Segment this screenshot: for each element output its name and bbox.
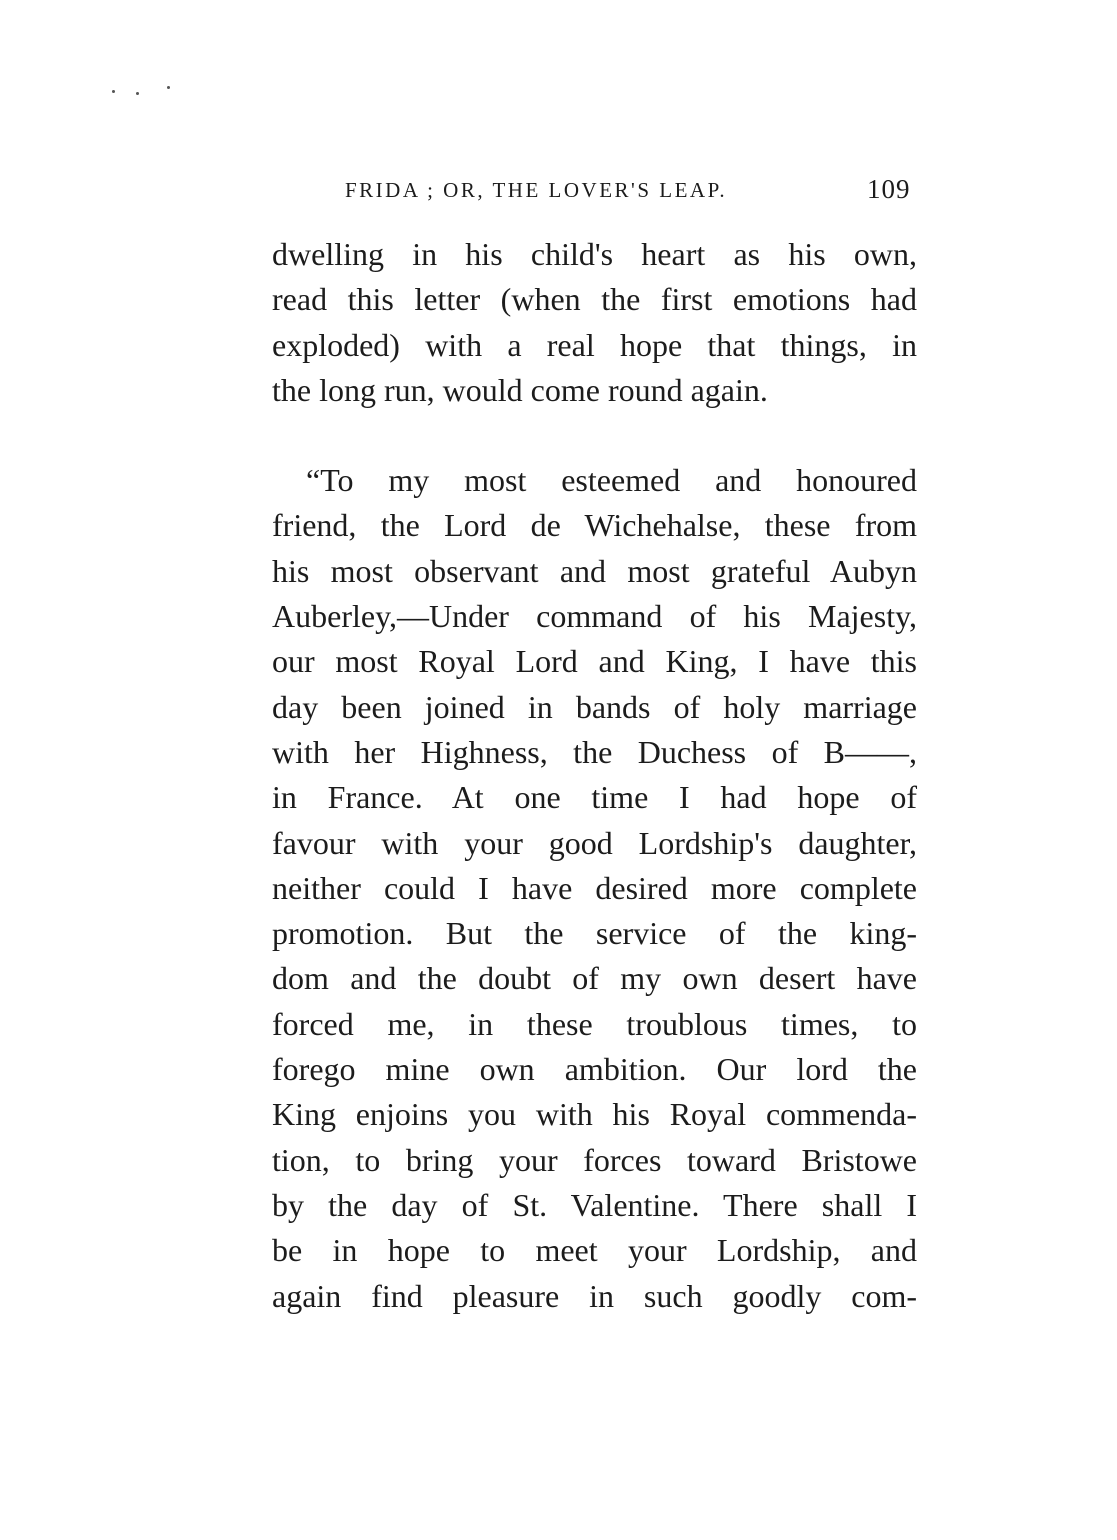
paragraph-narrative <box>272 232 917 413</box>
text-line: in France. At one time I had hope of <box>272 779 917 816</box>
text-line: tion, to bring your forces toward Bristowe <box>272 1141 917 1178</box>
speck <box>112 90 115 93</box>
speck <box>136 92 139 95</box>
body-text <box>272 232 917 1319</box>
text-line: the long run, would come round again. <box>272 371 768 408</box>
paragraph-gap <box>272 413 917 458</box>
text-line: dom and the doubt of my own desert have <box>272 960 917 997</box>
text-line: day been joined in bands of holy marriage <box>272 688 917 725</box>
text-line: by the day of St. Valentine. There shall I <box>272 1186 917 1223</box>
page-number: 109 <box>867 174 911 204</box>
text-line: friend, the Lord de Wichehalse, these from <box>272 507 917 544</box>
text-line: our most Royal Lord and King, I have this <box>272 643 917 680</box>
text-line: King enjoins you with his Royal commenda- <box>272 1096 917 1133</box>
text-line: forego mine own ambition. Our lord the <box>272 1051 917 1088</box>
text-line: forced me, in these troublous times, to <box>272 1005 917 1042</box>
text-line: “To my most esteemed and honoured <box>306 462 917 499</box>
text-line: read this letter (when the first emotions had <box>272 281 917 318</box>
text-line: dwelling in his child's heart as his own, <box>272 236 917 272</box>
text-line: neither could I have desired more complete <box>272 869 917 906</box>
text-line: favour with your good Lordship's daughter, <box>272 824 917 861</box>
scan-specks <box>112 84 182 96</box>
running-title: FRIDA ; OR, THE LOVER'S LEAP. <box>345 178 728 202</box>
paragraph-letter <box>272 458 917 1319</box>
text-line: be in hope to meet your Lordship, and <box>272 1232 917 1269</box>
text-line: again find pleasure in such goodly com- <box>272 1277 917 1314</box>
running-head <box>345 174 925 212</box>
text-line: Auberley,—Under command of his Majesty, <box>272 598 917 635</box>
text-line: exploded) with a real hope that things, in <box>272 326 917 363</box>
speck <box>167 86 170 89</box>
text-line: his most observant and most grateful Aubyn <box>272 552 917 589</box>
text-line: with her Highness, the Duchess of B——, <box>272 733 917 770</box>
text-line: promotion. But the service of the king- <box>272 915 917 952</box>
